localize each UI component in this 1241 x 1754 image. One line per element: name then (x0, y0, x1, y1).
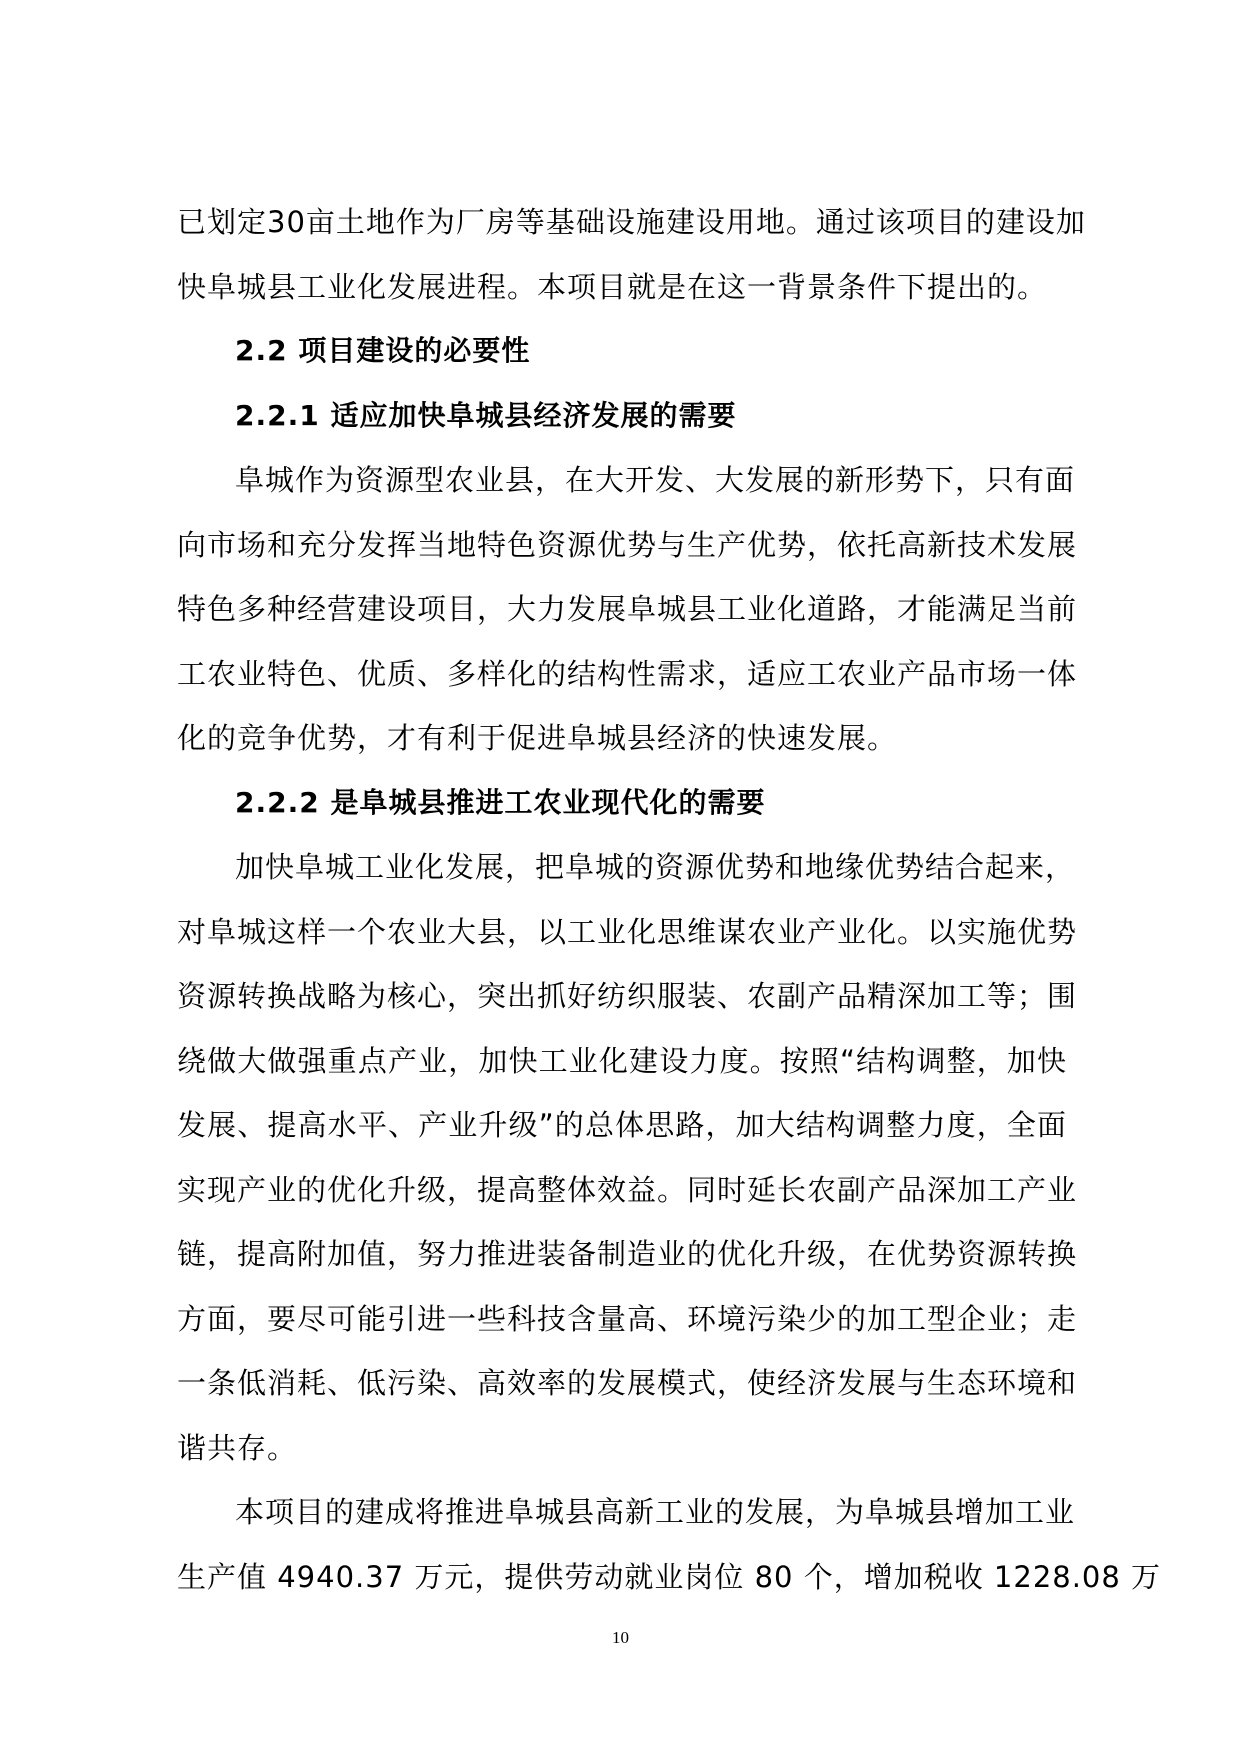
text-line: 一条低消耗、低污染、高效率的发展模式，使经济发展与生态环境和 (177, 1366, 1078, 1400)
text-line: 已划定30亩土地作为厂房等基础设施建设用地。通过该项目的建设加 (177, 205, 1086, 239)
text-line: 链，提高附加值，努力推进装备制造业的优化升级，在优势资源转换 (177, 1237, 1078, 1271)
text-line: 实现产业的优化升级，提高整体效益。同时延长农副产品深加工产业 (177, 1172, 1078, 1207)
text-line: 快阜城县工业化发展进程。本项目就是在这一背景条件下提出的。 (177, 269, 1048, 304)
paragraph (177, 448, 1078, 771)
paragraph (177, 190, 1086, 319)
text-line: 谐共存。 (177, 1430, 298, 1465)
subsection-heading: 2.2.2 是阜城县推进工农业现代化的需要 (235, 785, 766, 819)
text-line: 生产值 4940.37 万元，提供劳动就业岗位 80 个，增加税收 1228.08 万 (177, 1559, 1162, 1594)
text-line: 资源转换战略为核心，突出抓好纺织服装、农副产品精深加工等；围 (177, 979, 1078, 1013)
text-line: 特色多种经营建设项目，大力发展阜城县工业化道路，才能满足当前 (177, 592, 1078, 626)
text-line: 加快阜城工业化发展，把阜城的资源优势和地缘优势结合起来， (235, 850, 1076, 884)
text-line: 方面，要尽可能引进一些科技含量高、环境污染少的加工型企业；走 (177, 1301, 1078, 1336)
text-line: 化的竞争优势，才有利于促进阜城县经济的快速发展。 (177, 721, 898, 755)
document-body (177, 190, 1162, 1609)
text-line: 工农业特色、优质、多样化的结构性需求，适应工农业产品市场一体 (177, 656, 1078, 691)
text-line: 对阜城这样一个农业大县，以工业化思维谋农业产业化。以实施优势 (177, 914, 1078, 949)
text-line: 发展、提高水平、产业升级”的总体思路，加大结构调整力度，全面 (177, 1108, 1067, 1142)
text-line: 绕做大做强重点产业，加快工业化建设力度。按照“结构调整，加快 (177, 1043, 1067, 1078)
text-line: 本项目的建成将推进阜城县高新工业的发展，为阜城县增加工业 (235, 1495, 1076, 1529)
subsection-heading: 2.2.1 适应加快阜城县经济发展的需要 (235, 398, 737, 432)
section-heading: 2.2 项目建设的必要性 (235, 334, 531, 367)
paragraph (177, 835, 1078, 1480)
text-line: 阜城作为资源型农业县，在大开发、大发展的新形势下，只有面 (235, 463, 1076, 497)
paragraph (177, 1480, 1162, 1609)
page-number: 10 (612, 1628, 629, 1647)
text-line: 向市场和充分发挥当地特色资源优势与生产优势，依托高新技术发展 (177, 527, 1078, 562)
